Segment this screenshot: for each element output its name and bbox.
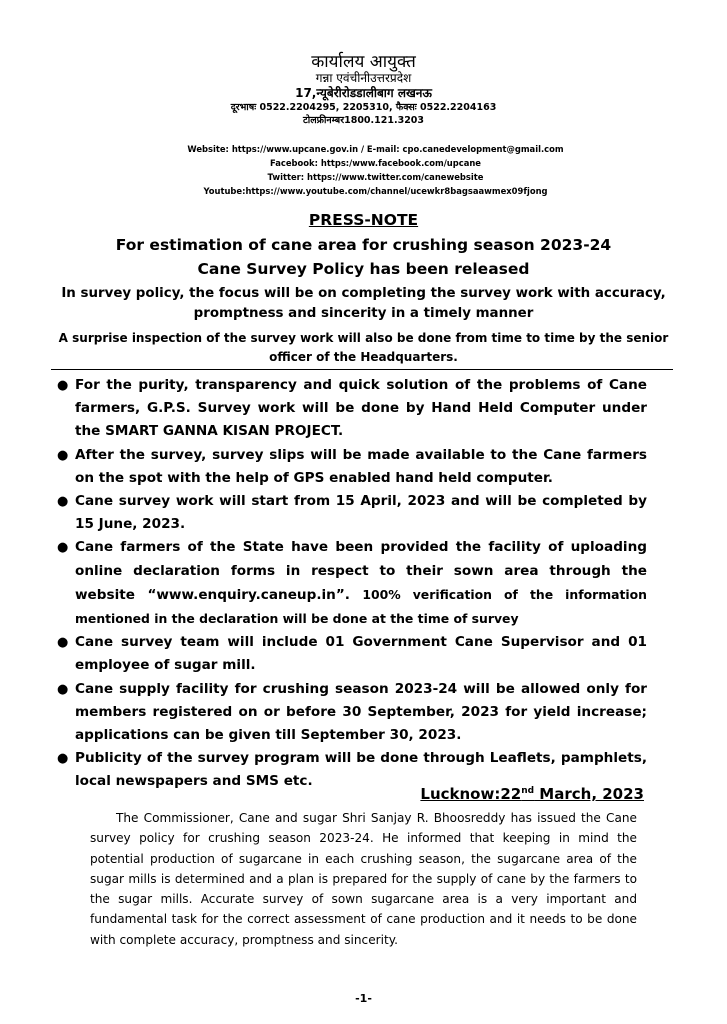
bullet-icon: ● xyxy=(57,681,69,697)
dateline-month-year: March, 2023 xyxy=(534,785,644,803)
dateline-place-day: Lucknow:22 xyxy=(420,785,522,803)
list-item xyxy=(57,631,647,677)
dateline-ordinal: nd xyxy=(521,786,535,796)
page-number: -1- xyxy=(355,992,372,1005)
bullet-text: After the survey, survey slips will be made available to the Cane farmers on the spot with the help of GPS enabled hand held computer. xyxy=(75,446,647,486)
bullet-text: Cane farmers of the State have been provided the facility of uploading online declaration forms in respect to their sown area through the website “www.enquiry.caneup.in”. xyxy=(75,539,647,603)
youtube-link: Youtube:https://www.youtube.com/channel/ucewkr8bagsaawmex09fjong xyxy=(203,186,548,196)
divider-line xyxy=(51,369,673,370)
place-date-line xyxy=(420,783,644,805)
twitter-link: Twitter: https://www.twitter.com/canewebsite xyxy=(267,172,484,182)
bullet-text: Publicity of the survey program will be done through Leaflets, pamphlets, local newspapers and SMS etc. xyxy=(75,750,647,790)
focus-subheading: In survey policy, the focus will be on completing the survey work with accuracy, promptness and sincerity in a timely manner xyxy=(61,286,666,321)
bullet-text-verification: 100% verification of the information mentioned in the declaration will be done at the time of survey xyxy=(75,586,647,627)
body-paragraph: The Commissioner, Cane and sugar Shri Sanjay R. Bhoosreddy has issued the Cane survey policy for crushing season 2023-24. He informed that keeping in mind the potential production of sugarcane in each crushing season, the sugarcane area of the sugar mills is determined and a plan is prepared for the supply of cane by the farmers to the sugar mills. Accurate survey of sown sugarcane area is a very important and fundamental task for the correct assessment of cane production and it needs to be done with complete accuracy, promptness and sincerity. xyxy=(90,811,637,947)
phone-fax: दूरभाषः 0522.2204295, 2205310, फैक्सः 0522.2204163 xyxy=(230,102,497,113)
department-name: गन्ना एवंचीनीउत्तरप्रदेश xyxy=(315,71,412,85)
list-item xyxy=(57,678,647,748)
bullet-text: Cane supply facility for crushing season 2023-24 will be allowed only for members registered on or before 30 September, 2023 for yield increase; applications can be given till September 30, 2023. xyxy=(75,680,647,744)
office-name: कार्यालय आयुक्त xyxy=(311,52,416,72)
title-line-2: Cane Survey Policy has been released xyxy=(197,260,530,278)
bullet-icon: ● xyxy=(57,447,69,463)
bullet-icon: ● xyxy=(57,751,69,767)
inspection-subheading: A surprise inspection of the survey work will also be done from time to time by the senior officer of the Headquarters. xyxy=(58,331,669,364)
list-item xyxy=(57,536,647,631)
bullet-text: For the purity, transparency and quick solution of the problems of Cane farmers, G.P.S. Survey work will be done by Hand Held Computer under the SMART GANNA KISAN PROJECT. xyxy=(75,377,647,440)
facebook-link: Facebook: https:/www.facebook.com/upcane xyxy=(270,158,481,168)
bullet-icon: ● xyxy=(57,378,69,393)
bullet-icon: ● xyxy=(57,494,69,510)
bullet-text: Cane survey team will include 01 Government Cane Supervisor and 01 employee of sugar mill. xyxy=(75,634,647,674)
list-item xyxy=(57,490,647,536)
toll-free-number: टोलफ्रीनम्बर1800.121.3203 xyxy=(302,115,425,126)
list-item xyxy=(57,444,647,490)
list-item xyxy=(57,374,647,444)
key-points-list xyxy=(57,374,647,794)
bullet-icon: ● xyxy=(57,540,69,556)
office-address: 17,न्यूबेरीरोडडालीबाग लखनऊ xyxy=(295,86,432,100)
title-line-1: For estimation of cane area for crushing season 2023-24 xyxy=(115,236,612,254)
website-email: Website: https://www.upcane.gov.in / E-mail: cpo.canedevelopment@gmail.com xyxy=(187,144,564,154)
press-note-heading: PRESS-NOTE xyxy=(308,211,419,229)
bullet-icon: ● xyxy=(57,635,69,651)
bullet-text: Cane survey work will start from 15 April, 2023 and will be completed by 15 June, 2023. xyxy=(75,493,647,533)
